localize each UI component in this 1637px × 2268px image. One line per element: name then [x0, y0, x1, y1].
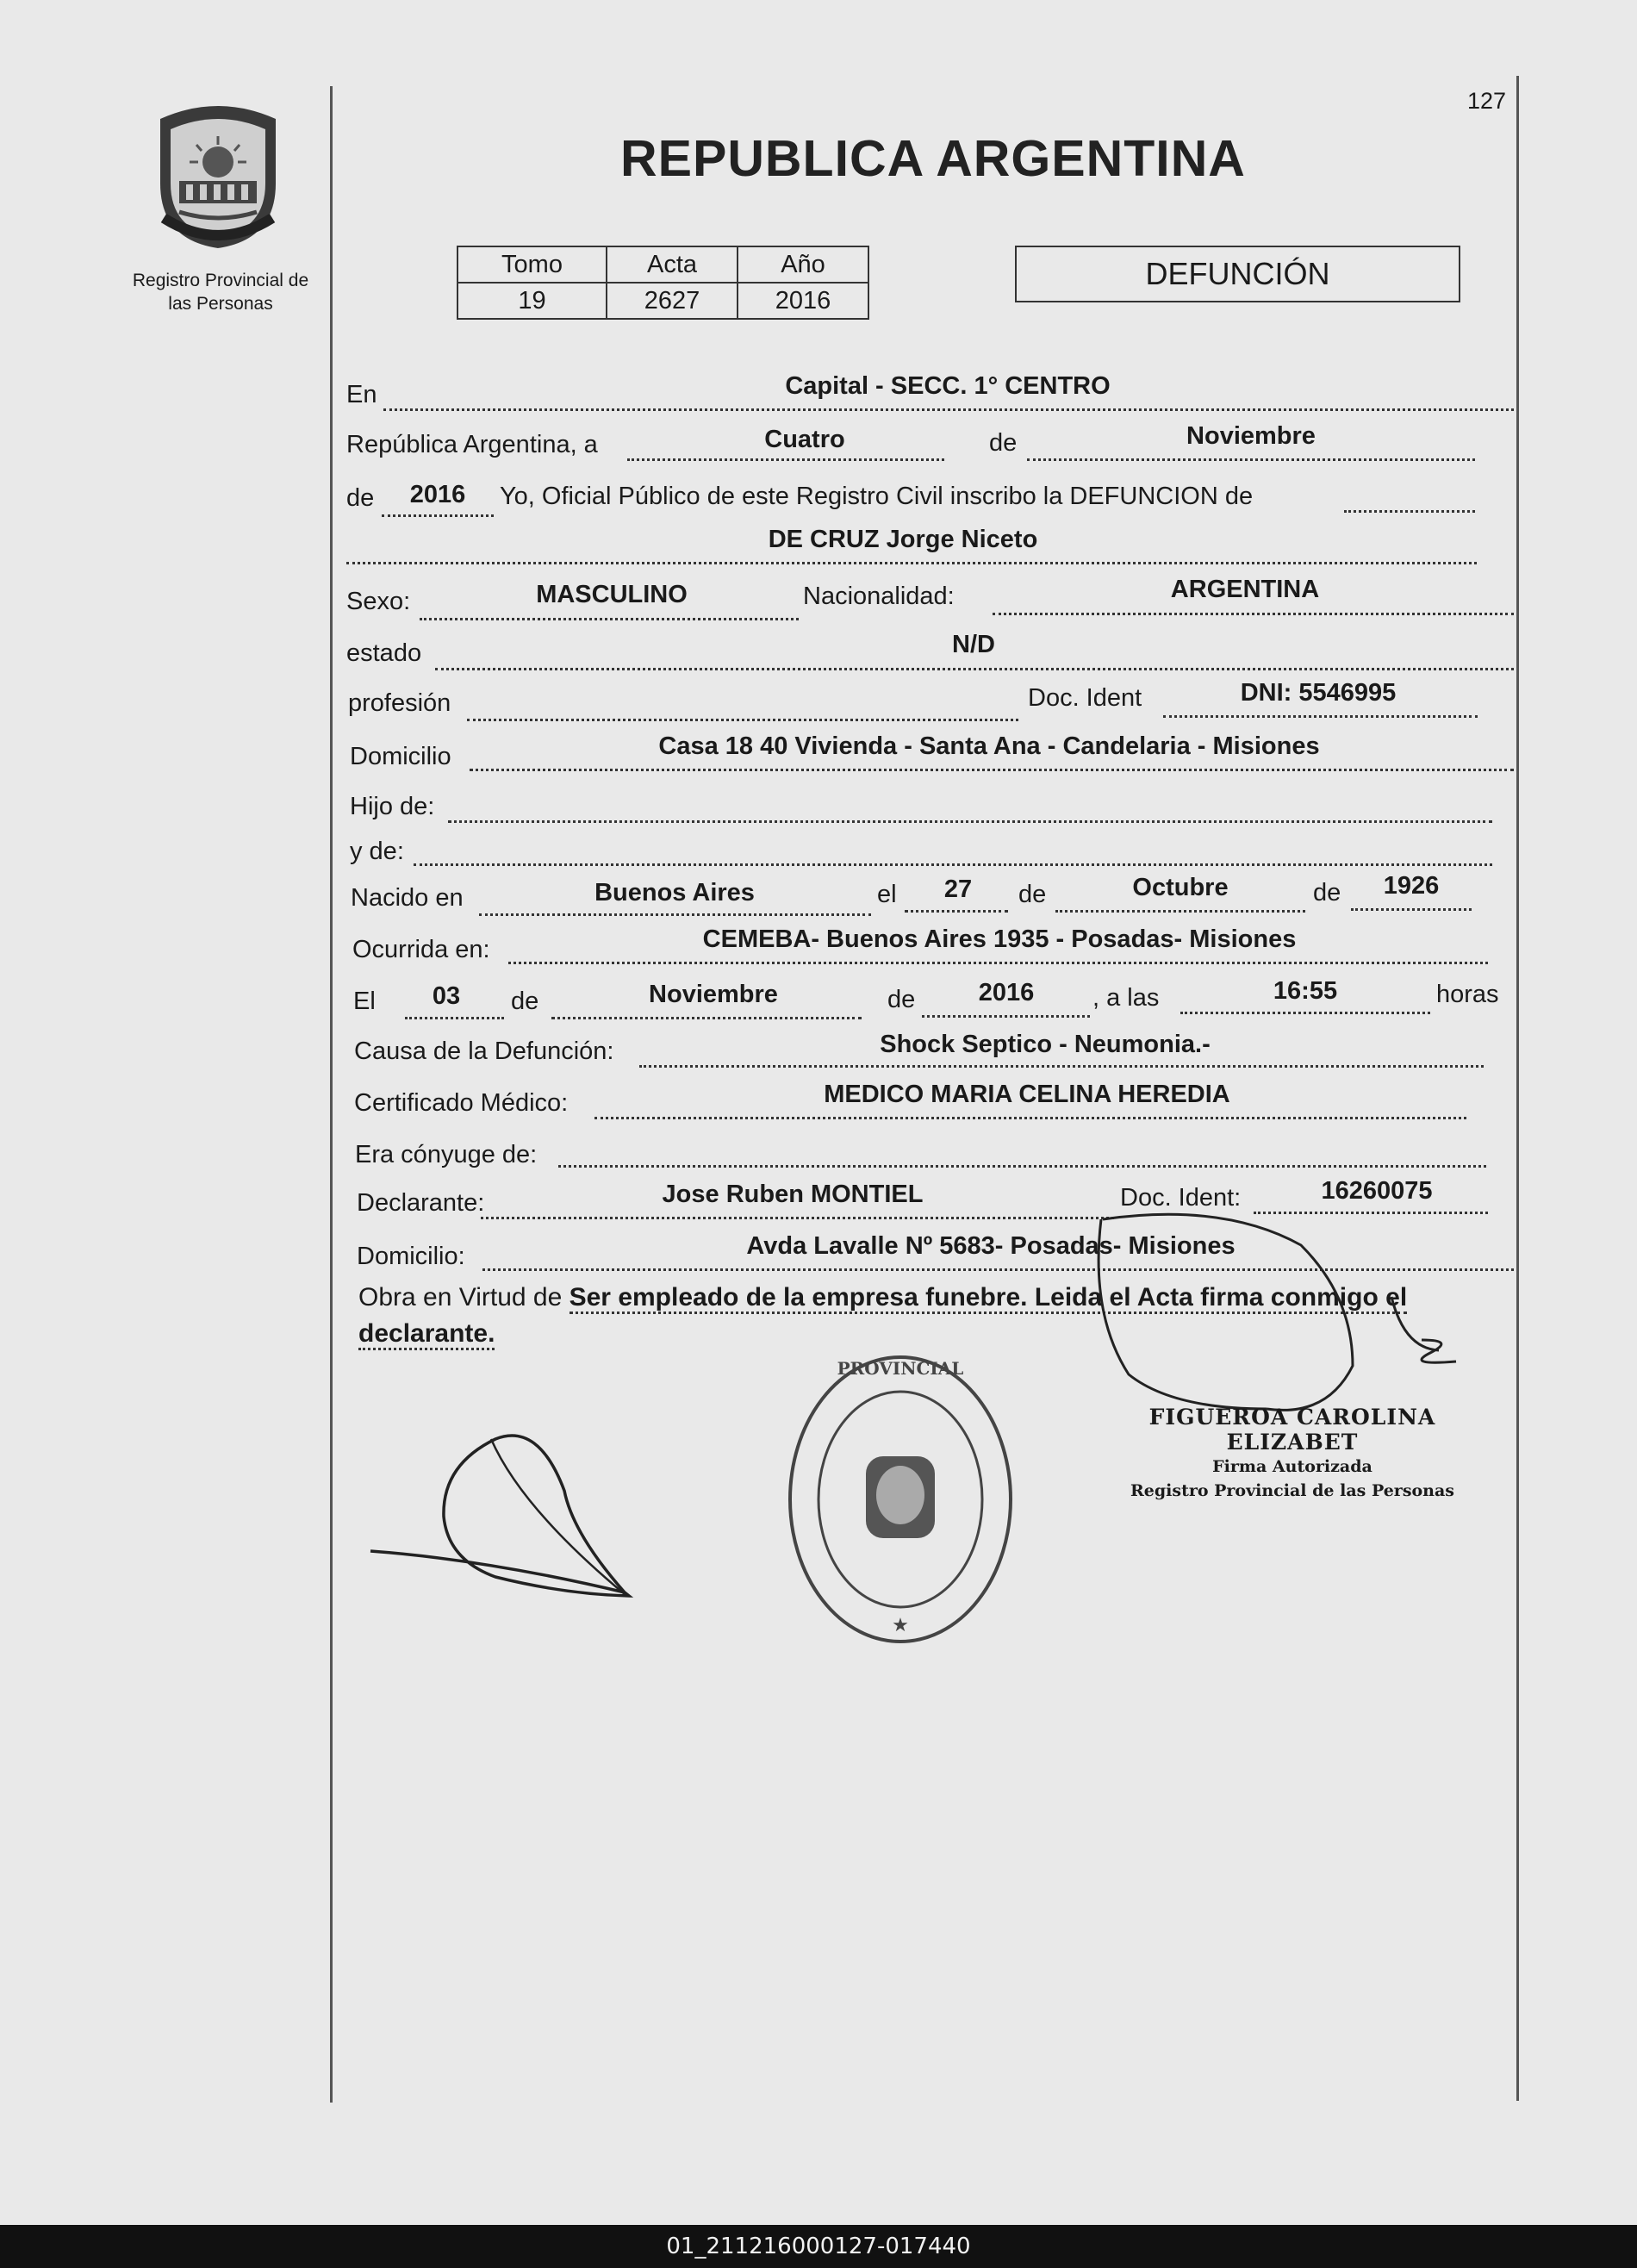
- month-value: Noviembre: [1186, 422, 1316, 450]
- page-title: REPUBLICA ARGENTINA: [620, 130, 1246, 187]
- profesion-label: profesión: [348, 689, 451, 717]
- de-label-4: de: [1313, 879, 1341, 907]
- declarante-label: Declarante:: [357, 1189, 485, 1217]
- death-time-value: 16:55: [1273, 977, 1338, 1005]
- page-number: 127: [1467, 88, 1507, 114]
- acta-header: Acta: [607, 246, 738, 283]
- de-label-6: de: [887, 986, 916, 1013]
- de-label-2: de: [346, 484, 375, 512]
- anio-header: Año: [738, 246, 868, 283]
- declarant-signature: [366, 1413, 650, 1607]
- conyuge-line: [558, 1136, 1486, 1168]
- domicilio-value: Casa 18 40 Vivienda - Santa Ana - Candelaria - Misiones: [658, 732, 1320, 760]
- ocurrida-label: Ocurrida en:: [352, 936, 490, 963]
- official-stamp-block: [1124, 1405, 1460, 1503]
- estado-label: estado: [346, 639, 422, 667]
- doc-label: Doc. Ident: [1028, 684, 1142, 712]
- domicilio2-label: Domicilio:: [357, 1243, 465, 1270]
- record-reference-table: [457, 246, 869, 320]
- tomo-value: 19: [457, 283, 607, 319]
- certificado-label: Certificado Médico:: [354, 1089, 569, 1117]
- year-value: 2016: [409, 481, 466, 508]
- causa-label: Causa de la Defunción:: [354, 1037, 614, 1065]
- certificado-value: MEDICO MARIA CELINA HEREDIA: [824, 1081, 1230, 1108]
- official-signature: [1094, 1211, 1465, 1426]
- inscribo-text: Yo, Oficial Público de este Registro Civil inscribo la DEFUNCION de: [500, 483, 1254, 510]
- registry-line-2: las Personas: [168, 294, 273, 314]
- left-margin-line: [330, 86, 333, 2103]
- profesion-line: [467, 689, 1018, 721]
- declarante-doc-value: 16260075: [1321, 1177, 1433, 1205]
- nacionalidad-label: Nacionalidad:: [803, 583, 955, 610]
- alas-label: , a las: [1092, 984, 1160, 1012]
- birthplace-value: Buenos Aires: [594, 879, 755, 907]
- nacido-label: Nacido en: [351, 884, 464, 912]
- official-office: Registro Provincial de las Personas: [1130, 1481, 1455, 1500]
- official-title: Firma Autorizada: [1212, 1457, 1372, 1476]
- de-label-1: de: [989, 429, 1018, 457]
- ocurrida-value: CEMEBA- Buenos Aires 1935 - Posadas- Misiones: [702, 925, 1297, 953]
- doc-value: DNI: 5546995: [1240, 679, 1397, 707]
- domicilio-label: Domicilio: [350, 743, 451, 770]
- birth-month-value: Octubre: [1132, 874, 1229, 901]
- yde-label: y de:: [350, 838, 404, 865]
- official-seal: [780, 1349, 1021, 1650]
- causa-value: Shock Septico - Neumonia.-: [880, 1031, 1211, 1058]
- death-day-value: 03: [432, 982, 461, 1010]
- obra-label: Obra en Virtud de: [358, 1283, 563, 1312]
- el-label: el: [877, 881, 897, 908]
- de-label-5: de: [511, 988, 539, 1015]
- de-label-3: de: [1018, 881, 1047, 908]
- sexo-value: MASCULINO: [536, 581, 688, 608]
- yde-line: [414, 834, 1492, 866]
- province-emblem-icon: [145, 102, 291, 250]
- declarante-doc-label: Doc. Ident:: [1120, 1184, 1242, 1212]
- estado-value: N/D: [952, 631, 995, 658]
- nacionalidad-value: ARGENTINA: [1170, 576, 1320, 603]
- anio-value: 2016: [738, 283, 868, 319]
- deceased-name: DE CRUZ Jorge Niceto: [768, 526, 1038, 553]
- registry-caption: [119, 269, 322, 315]
- declarante-value: Jose Ruben MONTIEL: [662, 1181, 924, 1208]
- horas-label: horas: [1436, 981, 1499, 1008]
- inscribo-line: [1344, 481, 1475, 513]
- obra-value: Ser empleado de la empresa funebre. Leida el Acta firma conmigo el declarante.: [358, 1283, 1407, 1350]
- acta-value: 2627: [607, 283, 738, 319]
- official-name: FIGUEROA CAROLINA ELIZABET: [1148, 1405, 1436, 1455]
- death-year-value: 2016: [978, 979, 1035, 1006]
- hijo-line: [448, 791, 1492, 823]
- svg-text:★: ★: [892, 1615, 909, 1636]
- tomo-header: Tomo: [457, 246, 607, 283]
- hijo-label: Hijo de:: [350, 793, 435, 820]
- svg-text:PROVINCIAL: PROVINCIAL: [837, 1358, 964, 1379]
- day-value: Cuatro: [764, 426, 845, 453]
- right-margin-line: [1516, 76, 1519, 2101]
- birth-year-value: 1926: [1383, 872, 1440, 900]
- el-label-2: El: [353, 988, 376, 1015]
- birth-day-value: 27: [943, 875, 973, 903]
- scan-id-footer: 01_211216000127-017440: [0, 2225, 1637, 2268]
- conyuge-label: Era cónyuge de:: [355, 1141, 538, 1168]
- en-label: En: [346, 381, 377, 408]
- death-month-value: Noviembre: [649, 981, 778, 1008]
- republica-label: República Argentina, a: [346, 431, 598, 458]
- domicilio2-value: Avda Lavalle Nº 5683- Posadas- Misiones: [746, 1232, 1236, 1260]
- en-value: Capital - SECC. 1° CENTRO: [785, 372, 1111, 400]
- record-type-box: DEFUNCIÓN: [1015, 246, 1460, 302]
- sexo-label: Sexo:: [346, 588, 411, 615]
- registry-line-1: Registro Provincial de: [132, 271, 309, 290]
